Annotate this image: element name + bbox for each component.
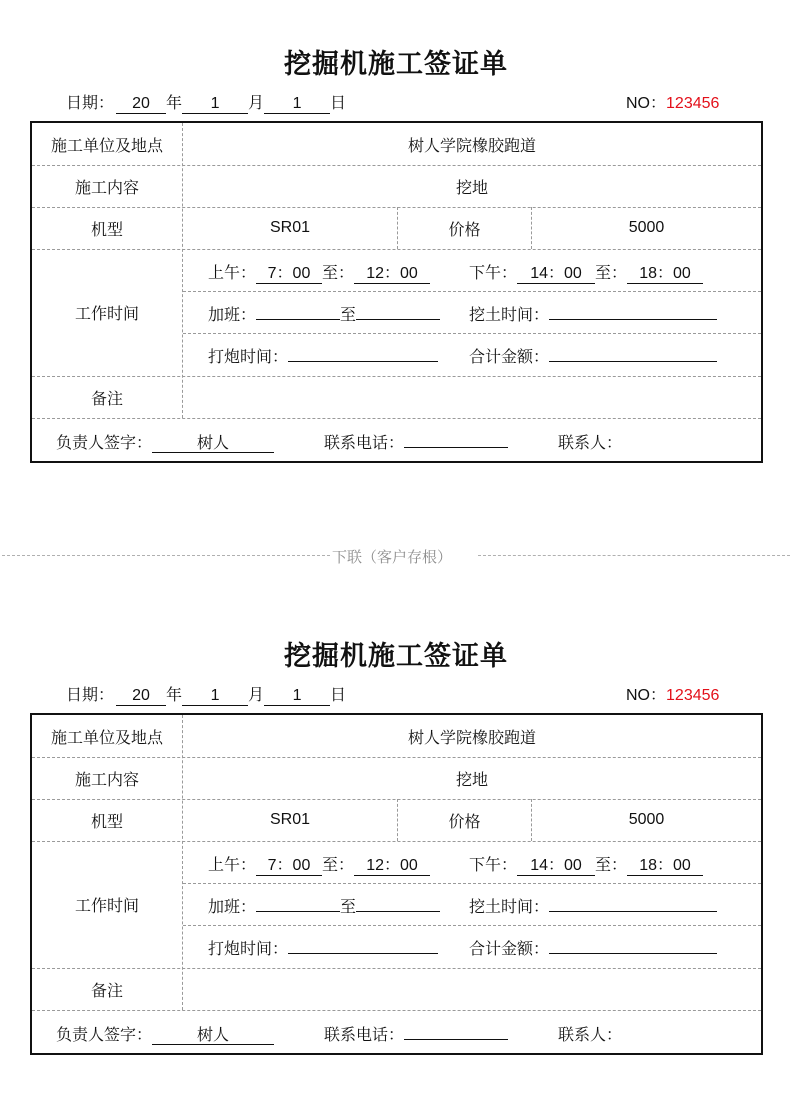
remarks-label: 备注: [90, 980, 123, 1000]
contact-person: 联系人：: [558, 1025, 623, 1044]
content-value: 挖地: [455, 177, 488, 197]
date-day: 1: [264, 95, 330, 114]
pm-end: 18：00: [627, 857, 703, 876]
date-year: 20: [116, 95, 166, 114]
am-start: 7：00: [256, 857, 322, 876]
model-value: SR01: [269, 219, 311, 236]
digging-time: 挖土时间：: [469, 894, 717, 917]
price-label: 价格: [448, 219, 481, 239]
overtime-end-field: [356, 911, 440, 912]
am-end: 12：00: [354, 857, 430, 876]
contact-phone-field: [404, 447, 508, 448]
model-label: 机型: [90, 219, 123, 239]
total-amount: 合计金额：: [469, 936, 717, 959]
pm-end: 18：00: [627, 265, 703, 284]
am-end: 12：00: [354, 265, 430, 284]
morning-time: 上午： 7：00 至： 12：00: [208, 852, 430, 876]
signer: 负责人签字： 树人: [56, 430, 274, 453]
pm-start: 14：00: [517, 857, 595, 876]
model-value: SR01: [269, 811, 311, 828]
visa-form-lower: [0, 592, 792, 1062]
tear-divider: [0, 546, 792, 566]
number-value: 123456: [666, 687, 720, 704]
am-start: 7：00: [256, 265, 322, 284]
date-label: 日期：: [66, 93, 115, 112]
form-number: [626, 682, 719, 705]
day-unit: 日: [330, 93, 347, 112]
date-month: 1: [182, 95, 248, 114]
year-unit: 年: [166, 685, 183, 704]
year-unit: 年: [166, 93, 183, 112]
blasting-time: 打炮时间：: [208, 344, 438, 367]
month-unit: 月: [248, 93, 265, 112]
total-amount-field: [549, 361, 717, 362]
pm-start: 14：00: [517, 265, 595, 284]
contact-phone-field: [404, 1039, 508, 1040]
blasting-time-field: [288, 953, 438, 954]
digging-time: 挖土时间：: [469, 302, 717, 325]
total-amount: 合计金额：: [469, 344, 717, 367]
visa-form-upper: [0, 0, 792, 470]
unit-value: 树人学院橡胶跑道: [407, 727, 536, 747]
date-label: 日期：: [66, 685, 115, 704]
date-line: [66, 90, 346, 114]
content-value: 挖地: [455, 769, 488, 789]
month-unit: 月: [248, 685, 265, 704]
signer-value: 树人: [152, 1026, 274, 1045]
remarks-label: 备注: [90, 388, 123, 408]
form-table: [30, 121, 763, 463]
afternoon-time: 下午： 14：00 至： 18：00: [469, 852, 703, 876]
overtime: 加班： 至: [208, 302, 440, 325]
overtime-start-field: [256, 319, 340, 320]
model-label: 机型: [90, 811, 123, 831]
contact-phone: 联系电话：: [324, 430, 508, 453]
date-month: 1: [182, 687, 248, 706]
form-title: 挖掘机施工签证单: [284, 641, 508, 672]
unit-label: 施工单位及地点: [50, 135, 163, 155]
day-unit: 日: [330, 685, 347, 704]
total-amount-field: [549, 953, 717, 954]
overtime-start-field: [256, 911, 340, 912]
price-label: 价格: [448, 811, 481, 831]
blasting-time: 打炮时间：: [208, 936, 438, 959]
afternoon-time: 下午： 14：00 至： 18：00: [469, 260, 703, 284]
overtime-end-field: [356, 319, 440, 320]
form-table: [30, 713, 763, 1055]
unit-label: 施工单位及地点: [50, 727, 163, 747]
unit-value: 树人学院橡胶跑道: [407, 135, 536, 155]
morning-time: 上午： 7：00 至： 12：00: [208, 260, 430, 284]
number-label: NO：: [626, 687, 667, 704]
date-year: 20: [116, 687, 166, 706]
contact-phone: 联系电话：: [324, 1022, 508, 1045]
divider-text: 下联（客户存根）: [332, 548, 453, 566]
form-title: 挖掘机施工签证单: [284, 49, 508, 80]
price-value: 5000: [628, 811, 665, 828]
digging-time-field: [549, 911, 717, 912]
blasting-time-field: [288, 361, 438, 362]
form-number: [626, 90, 719, 113]
content-label: 施工内容: [74, 769, 139, 789]
worktime-label: 工作时间: [74, 896, 139, 915]
date-line: [66, 682, 346, 706]
worktime-label: 工作时间: [74, 304, 139, 323]
price-value: 5000: [628, 219, 665, 236]
content-label: 施工内容: [74, 177, 139, 197]
digging-time-field: [549, 319, 717, 320]
signer-value: 树人: [152, 434, 274, 453]
overtime: 加班： 至: [208, 894, 440, 917]
date-day: 1: [264, 687, 330, 706]
contact-person: 联系人：: [558, 433, 623, 452]
number-label: NO：: [626, 95, 667, 112]
signer: 负责人签字： 树人: [56, 1022, 274, 1045]
number-value: 123456: [666, 95, 720, 112]
